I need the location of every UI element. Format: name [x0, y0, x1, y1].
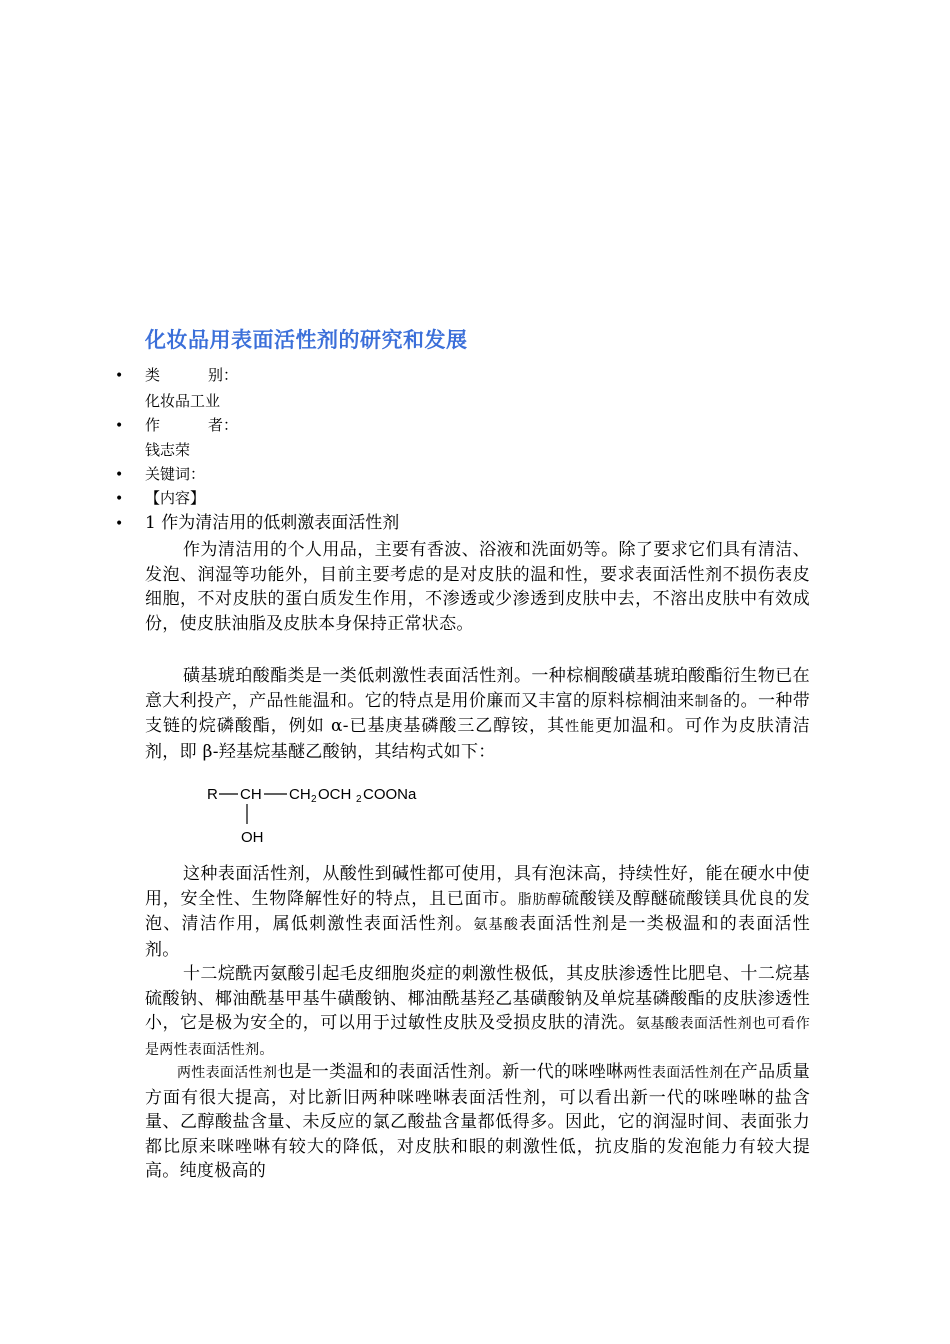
structural-formula: [175, 780, 455, 850]
paragraph-3-text: 硫酸镁及醇醚硫酸镁具优良的发泡、清洁作用，属低刺激性表面活性剂。: [145, 888, 810, 934]
content-label: 【内容】: [145, 489, 206, 507]
formula-sub: 2: [356, 794, 362, 805]
paragraph-2-small: 制备: [694, 693, 724, 710]
paragraph-5-small: 两性表面活性剂: [623, 1065, 724, 1081]
formula-ch2a: CH: [289, 786, 311, 803]
paragraph-3-small: 氨基酸: [473, 917, 520, 933]
bullet-dot: •: [115, 516, 124, 532]
paragraph-2-text: 温和。它的特点是用价廉而又丰富的原料棕榈油来: [312, 690, 695, 711]
paragraph-4-text: 十二烷酰丙氨酸引起毛皮细胞炎症的刺激性极低，其皮肤渗透性比肥皂、十二烷基硫酸钠、椰油酰基甲基牛磺酸钠、椰油酰基羟乙基磺酸钠及单烷基磷酸酯的皮肤渗透性小，它是极为安全的，可以用于过敏性皮肤及受损皮肤的清洗。: [145, 964, 810, 1033]
category-label: [145, 366, 238, 384]
category-label-a: 类: [145, 366, 161, 384]
category-label-b: 别：: [208, 366, 239, 384]
paragraph-3-text: 表面活性剂是一类极温和的表面活性剂。: [145, 914, 810, 960]
paragraph-5: [145, 1060, 810, 1184]
author-value: 钱志荣: [145, 441, 191, 459]
paragraph-1: 作为清洁用的个人用品，主要有香波、浴液和洗面奶等。除了要求它们具有清洁、发泡、润湿等功能外，目前主要考虑的是对皮肤的温和性，要求表面活性剂不损伤表皮细胞，不对皮肤的蛋白质发生作用，不渗透或少渗透到皮肤中去，不溶出皮肤中有效成份，使皮肤油脂及皮肤本身保持正常状态。: [145, 540, 810, 634]
paragraph-2: [145, 664, 810, 764]
paragraph-2-text: 更加温和。可作为皮肤清洁剂，即 β-羟基烷基醚乙酸钠，其结构式如下：: [145, 716, 810, 762]
paragraph-2-small: 性能: [283, 693, 313, 710]
author-label: [145, 416, 238, 434]
paragraph-2-small: 性能: [565, 719, 596, 735]
paragraph-5-text: 也是一类温和的表面活性剂。新一代的咪唑啉: [277, 1062, 624, 1082]
formula-sub: 2: [311, 794, 317, 805]
paragraph-4-small: 氨基酸表面活性剂也可看作是两性表面活性剂。: [145, 1016, 810, 1058]
bullet-dot: •: [115, 368, 124, 384]
keywords-label: 关键词：: [145, 465, 206, 483]
paragraph-2-text: 磺基琥珀酸酯类是一类低刺激性表面活性剂。一种棕榈酸磺基琥珀酸酯衍生物已在意大利投产，产品: [145, 666, 810, 711]
formula-ch: CH: [240, 786, 262, 803]
category-value: 化妆品工业: [145, 392, 221, 410]
paragraph-3: [145, 862, 810, 962]
paragraph-5-small: 两性表面活性剂: [177, 1065, 278, 1081]
article-title: 化妆品用表面活性剂的研究和发展: [145, 328, 468, 352]
paragraph-4: [145, 962, 810, 1062]
formula-och: OCH: [318, 786, 352, 803]
author-label-b: 者：: [208, 416, 239, 434]
bullet-dot: •: [115, 467, 124, 483]
paragraph-2-text: 的。一种带支链的烷磷酸酯，例如 α-已基庚基磷酸三乙醇铵，其: [145, 690, 811, 736]
bullet-dot: •: [115, 418, 124, 434]
paragraph-5-text: 在产品质量方面有很大提高，对比新旧两种咪唑啉表面活性剂，可以看出新一代的咪唑啉的盐含量、乙醇酸盐含量、未反应的氯乙酸盐含量都低得多。因此，它的润湿时间、表面张力都比原来咪唑啉有较大的降低，对皮肤和眼的刺激性低，抗皮脂的发泡能力有较大提高。纯度极高的: [145, 1062, 810, 1181]
paragraph-3-text: 这种表面活性剂，从酸性到碱性都可使用，具有泡沫高，持续性好，能在硬水中使用，安全性、生物降解性好的特点，且已面市。: [145, 864, 810, 909]
formula-oh: OH: [241, 829, 264, 846]
bullet-dot: •: [115, 491, 124, 507]
formula-r: R: [207, 786, 218, 803]
formula-coona: COONa: [363, 786, 417, 803]
section-heading: 1 作为清洁用的低刺激表面活性剂: [145, 513, 400, 533]
paragraph-3-small: 脂肪醇: [517, 891, 562, 908]
author-label-a: 作: [145, 416, 161, 434]
